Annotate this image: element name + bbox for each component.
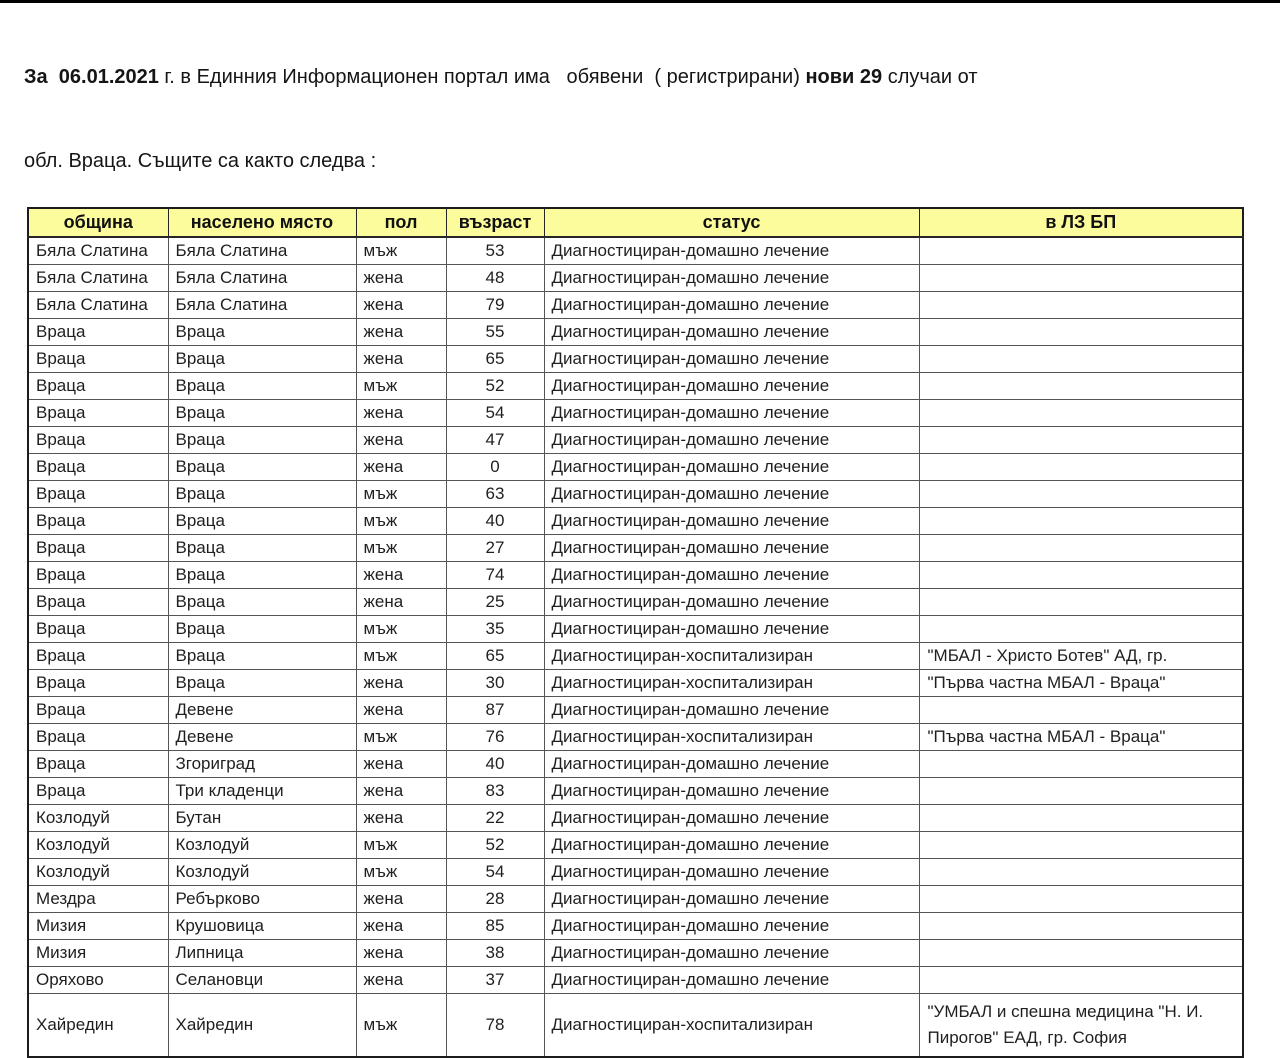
cell-age: 76: [446, 723, 544, 750]
cell-hospital: [919, 426, 1243, 453]
cell-municipality: Враца: [28, 372, 168, 399]
cell-status: Диагностициран-домашно лечение: [544, 426, 919, 453]
cell-hospital: "УМБАЛ и спешна медицина "Н. И. Пирогов" ЕАД, гр. София: [919, 993, 1243, 1057]
cell-sex: мъж: [356, 642, 446, 669]
cell-age: 52: [446, 372, 544, 399]
cell-status: Диагностициран-хоспитализиран: [544, 669, 919, 696]
table-body: [28, 237, 1243, 1057]
cell-hospital: [919, 480, 1243, 507]
header-hospital: в ЛЗ БП: [919, 208, 1243, 237]
cell-settlement: Враца: [168, 507, 356, 534]
table-row: [28, 615, 1243, 642]
table-row: [28, 480, 1243, 507]
cell-settlement: Враца: [168, 669, 356, 696]
cell-hospital: [919, 939, 1243, 966]
cell-status: Диагностициран-домашно лечение: [544, 399, 919, 426]
cell-status: Диагностициран-домашно лечение: [544, 480, 919, 507]
cell-sex: жена: [356, 885, 446, 912]
cell-status: Диагностициран-домашно лечение: [544, 615, 919, 642]
cell-settlement: Девене: [168, 696, 356, 723]
cell-sex: жена: [356, 804, 446, 831]
table-row: [28, 237, 1243, 264]
cell-municipality: Враца: [28, 480, 168, 507]
intro-new-count: нови 29: [805, 66, 883, 88]
cell-status: Диагностициран-хоспитализиран: [544, 642, 919, 669]
cell-age: 38: [446, 939, 544, 966]
intro-date: За 06.01.2021: [24, 66, 159, 88]
table-row: [28, 966, 1243, 993]
cell-hospital: [919, 453, 1243, 480]
cell-hospital: [919, 318, 1243, 345]
cell-age: 65: [446, 642, 544, 669]
cell-settlement: Враца: [168, 615, 356, 642]
cell-age: 30: [446, 669, 544, 696]
cell-municipality: Враца: [28, 615, 168, 642]
cell-settlement: Три кладенци: [168, 777, 356, 804]
cell-age: 55: [446, 318, 544, 345]
cell-age: 37: [446, 966, 544, 993]
cell-age: 78: [446, 993, 544, 1057]
table-row: [28, 804, 1243, 831]
cell-status: Диагностициран-домашно лечение: [544, 831, 919, 858]
cell-municipality: Козлодуй: [28, 804, 168, 831]
cell-municipality: Хайредин: [28, 993, 168, 1057]
cell-municipality: Враца: [28, 507, 168, 534]
cell-sex: жена: [356, 696, 446, 723]
cell-settlement: Бяла Слатина: [168, 291, 356, 318]
top-border-line: [0, 0, 1280, 3]
cell-hospital: [919, 291, 1243, 318]
cell-sex: жена: [356, 345, 446, 372]
cell-hospital: [919, 237, 1243, 264]
cell-status: Диагностициран-домашно лечение: [544, 372, 919, 399]
table-row: [28, 453, 1243, 480]
cell-hospital: [919, 264, 1243, 291]
cell-status: Диагностициран-домашно лечение: [544, 885, 919, 912]
cell-age: 53: [446, 237, 544, 264]
cell-status: Диагностициран-домашно лечение: [544, 696, 919, 723]
cell-hospital: [919, 345, 1243, 372]
cell-status: Диагностициран-домашно лечение: [544, 345, 919, 372]
cell-settlement: Враца: [168, 588, 356, 615]
cell-hospital: [919, 372, 1243, 399]
table-row: [28, 399, 1243, 426]
cell-hospital: "МБАЛ - Христо Ботев" АД, гр.: [919, 642, 1243, 669]
cell-settlement: Враца: [168, 399, 356, 426]
cell-settlement: Враца: [168, 534, 356, 561]
table-row: [28, 291, 1243, 318]
table-row: [28, 345, 1243, 372]
intro-text: [0, 0, 1280, 203]
cell-age: 74: [446, 561, 544, 588]
cell-sex: жена: [356, 777, 446, 804]
cell-status: Диагностициран-хоспитализиран: [544, 993, 919, 1057]
cell-sex: мъж: [356, 858, 446, 885]
cell-sex: жена: [356, 750, 446, 777]
cell-municipality: Враца: [28, 426, 168, 453]
cell-sex: мъж: [356, 372, 446, 399]
cell-age: 25: [446, 588, 544, 615]
intro-text-after-new: случаи от: [882, 66, 978, 88]
cell-age: 54: [446, 399, 544, 426]
cell-age: 35: [446, 615, 544, 642]
cell-age: 83: [446, 777, 544, 804]
table-row: [28, 426, 1243, 453]
table-row: [28, 372, 1243, 399]
cell-municipality: Враца: [28, 345, 168, 372]
cell-municipality: Враца: [28, 318, 168, 345]
table-header: [28, 208, 1243, 237]
cell-settlement: Девене: [168, 723, 356, 750]
table-row: [28, 939, 1243, 966]
cell-settlement: Враца: [168, 642, 356, 669]
cell-sex: жена: [356, 318, 446, 345]
cell-age: 47: [446, 426, 544, 453]
cell-hospital: "Първа частна МБАЛ - Враца": [919, 723, 1243, 750]
intro-text-after-date: г. в Единния Информационен портал има обявени ( регистрирани): [158, 66, 806, 88]
cell-age: 48: [446, 264, 544, 291]
cell-hospital: [919, 831, 1243, 858]
cell-municipality: Оряхово: [28, 966, 168, 993]
table-row: [28, 885, 1243, 912]
cell-settlement: Враца: [168, 345, 356, 372]
table-row: [28, 993, 1243, 1057]
cell-settlement: Крушовица: [168, 912, 356, 939]
cell-settlement: Хайредин: [168, 993, 356, 1057]
cell-settlement: Згориград: [168, 750, 356, 777]
cell-sex: мъж: [356, 723, 446, 750]
table-row: [28, 642, 1243, 669]
cell-age: 65: [446, 345, 544, 372]
cell-municipality: Враца: [28, 642, 168, 669]
cell-status: Диагностициран-домашно лечение: [544, 318, 919, 345]
cell-settlement: Ребърково: [168, 885, 356, 912]
cell-settlement: Враца: [168, 453, 356, 480]
cell-settlement: Враца: [168, 561, 356, 588]
table-row: [28, 723, 1243, 750]
cell-settlement: Селановци: [168, 966, 356, 993]
table-row: [28, 750, 1243, 777]
cell-status: Диагностициран-домашно лечение: [544, 939, 919, 966]
cell-municipality: Враца: [28, 696, 168, 723]
cell-sex: жена: [356, 426, 446, 453]
cell-sex: мъж: [356, 615, 446, 642]
cell-status: Диагностициран-домашно лечение: [544, 507, 919, 534]
cell-hospital: [919, 804, 1243, 831]
table-row: [28, 669, 1243, 696]
intro-line-1: [24, 63, 1260, 91]
cell-status: Диагностициран-домашно лечение: [544, 966, 919, 993]
cell-hospital: [919, 858, 1243, 885]
cell-municipality: Козлодуй: [28, 831, 168, 858]
cell-hospital: [919, 777, 1243, 804]
cell-status: Диагностициран-домашно лечение: [544, 858, 919, 885]
cell-hospital: [919, 534, 1243, 561]
cell-status: Диагностициран-домашно лечение: [544, 777, 919, 804]
cell-sex: жена: [356, 399, 446, 426]
cell-settlement: Враца: [168, 318, 356, 345]
cell-settlement: Бяла Слатина: [168, 237, 356, 264]
cell-municipality: Бяла Слатина: [28, 291, 168, 318]
cell-hospital: [919, 399, 1243, 426]
table-row: [28, 858, 1243, 885]
cell-municipality: Бяла Слатина: [28, 264, 168, 291]
cell-status: Диагностициран-домашно лечение: [544, 291, 919, 318]
cell-sex: мъж: [356, 831, 446, 858]
header-status: статус: [544, 208, 919, 237]
cell-sex: жена: [356, 588, 446, 615]
cell-municipality: Враца: [28, 588, 168, 615]
cell-hospital: [919, 588, 1243, 615]
intro-line-2: обл. Враца. Същите са както следва :: [24, 150, 377, 172]
table-row: [28, 264, 1243, 291]
cell-municipality: Враца: [28, 669, 168, 696]
cell-age: 22: [446, 804, 544, 831]
header-sex: пол: [356, 208, 446, 237]
table-row: [28, 318, 1243, 345]
cell-sex: жена: [356, 264, 446, 291]
cell-municipality: Козлодуй: [28, 858, 168, 885]
cell-municipality: Враца: [28, 723, 168, 750]
cell-status: Диагностициран-домашно лечение: [544, 561, 919, 588]
cell-municipality: Враца: [28, 777, 168, 804]
cell-hospital: [919, 696, 1243, 723]
cell-status: Диагностициран-домашно лечение: [544, 453, 919, 480]
table-row: [28, 534, 1243, 561]
cell-sex: мъж: [356, 534, 446, 561]
cell-age: 0: [446, 453, 544, 480]
table-row: [28, 777, 1243, 804]
cell-status: Диагностициран-домашно лечение: [544, 264, 919, 291]
cell-age: 63: [446, 480, 544, 507]
cell-status: Диагностициран-хоспитализиран: [544, 723, 919, 750]
cell-hospital: [919, 885, 1243, 912]
cell-sex: жена: [356, 669, 446, 696]
header-settlement: населено място: [168, 208, 356, 237]
cell-municipality: Враца: [28, 534, 168, 561]
table-row: [28, 507, 1243, 534]
header-age: възраст: [446, 208, 544, 237]
cell-hospital: [919, 507, 1243, 534]
cell-settlement: Бяла Слатина: [168, 264, 356, 291]
cell-municipality: Враца: [28, 399, 168, 426]
cell-hospital: [919, 966, 1243, 993]
cell-settlement: Козлодуй: [168, 831, 356, 858]
cell-municipality: Враца: [28, 561, 168, 588]
cell-status: Диагностициран-домашно лечение: [544, 588, 919, 615]
cell-hospital: "Първа частна МБАЛ - Враца": [919, 669, 1243, 696]
table-row: [28, 831, 1243, 858]
cell-sex: жена: [356, 912, 446, 939]
cell-municipality: Мизия: [28, 939, 168, 966]
cell-settlement: Враца: [168, 480, 356, 507]
cell-age: 28: [446, 885, 544, 912]
table-header-row: [28, 208, 1243, 237]
cell-sex: жена: [356, 939, 446, 966]
cell-settlement: Козлодуй: [168, 858, 356, 885]
cell-sex: жена: [356, 291, 446, 318]
cell-hospital: [919, 561, 1243, 588]
cell-status: Диагностициран-домашно лечение: [544, 912, 919, 939]
cell-municipality: Бяла Слатина: [28, 237, 168, 264]
cell-status: Диагностициран-домашно лечение: [544, 804, 919, 831]
table-row: [28, 588, 1243, 615]
cell-hospital: [919, 750, 1243, 777]
cell-status: Диагностициран-домашно лечение: [544, 750, 919, 777]
cell-age: 40: [446, 507, 544, 534]
cell-age: 54: [446, 858, 544, 885]
cell-status: Диагностициран-домашно лечение: [544, 534, 919, 561]
cell-hospital: [919, 912, 1243, 939]
cell-municipality: Враца: [28, 453, 168, 480]
cell-status: Диагностициран-домашно лечение: [544, 237, 919, 264]
cell-sex: мъж: [356, 507, 446, 534]
header-municipality: община: [28, 208, 168, 237]
table-row: [28, 696, 1243, 723]
cell-settlement: Враца: [168, 426, 356, 453]
cell-hospital: [919, 615, 1243, 642]
cell-settlement: Липница: [168, 939, 356, 966]
table-row: [28, 561, 1243, 588]
cell-settlement: Враца: [168, 372, 356, 399]
cell-age: 27: [446, 534, 544, 561]
cell-age: 79: [446, 291, 544, 318]
cell-sex: мъж: [356, 237, 446, 264]
cell-sex: жена: [356, 561, 446, 588]
cell-sex: мъж: [356, 993, 446, 1057]
cell-age: 52: [446, 831, 544, 858]
cell-sex: жена: [356, 453, 446, 480]
cell-municipality: Мездра: [28, 885, 168, 912]
cell-age: 85: [446, 912, 544, 939]
cell-settlement: Бутан: [168, 804, 356, 831]
table-row: [28, 912, 1243, 939]
cases-table: [27, 207, 1244, 1058]
cell-age: 40: [446, 750, 544, 777]
cell-age: 87: [446, 696, 544, 723]
cell-municipality: Мизия: [28, 912, 168, 939]
cell-municipality: Враца: [28, 750, 168, 777]
cell-sex: жена: [356, 966, 446, 993]
cell-sex: мъж: [356, 480, 446, 507]
